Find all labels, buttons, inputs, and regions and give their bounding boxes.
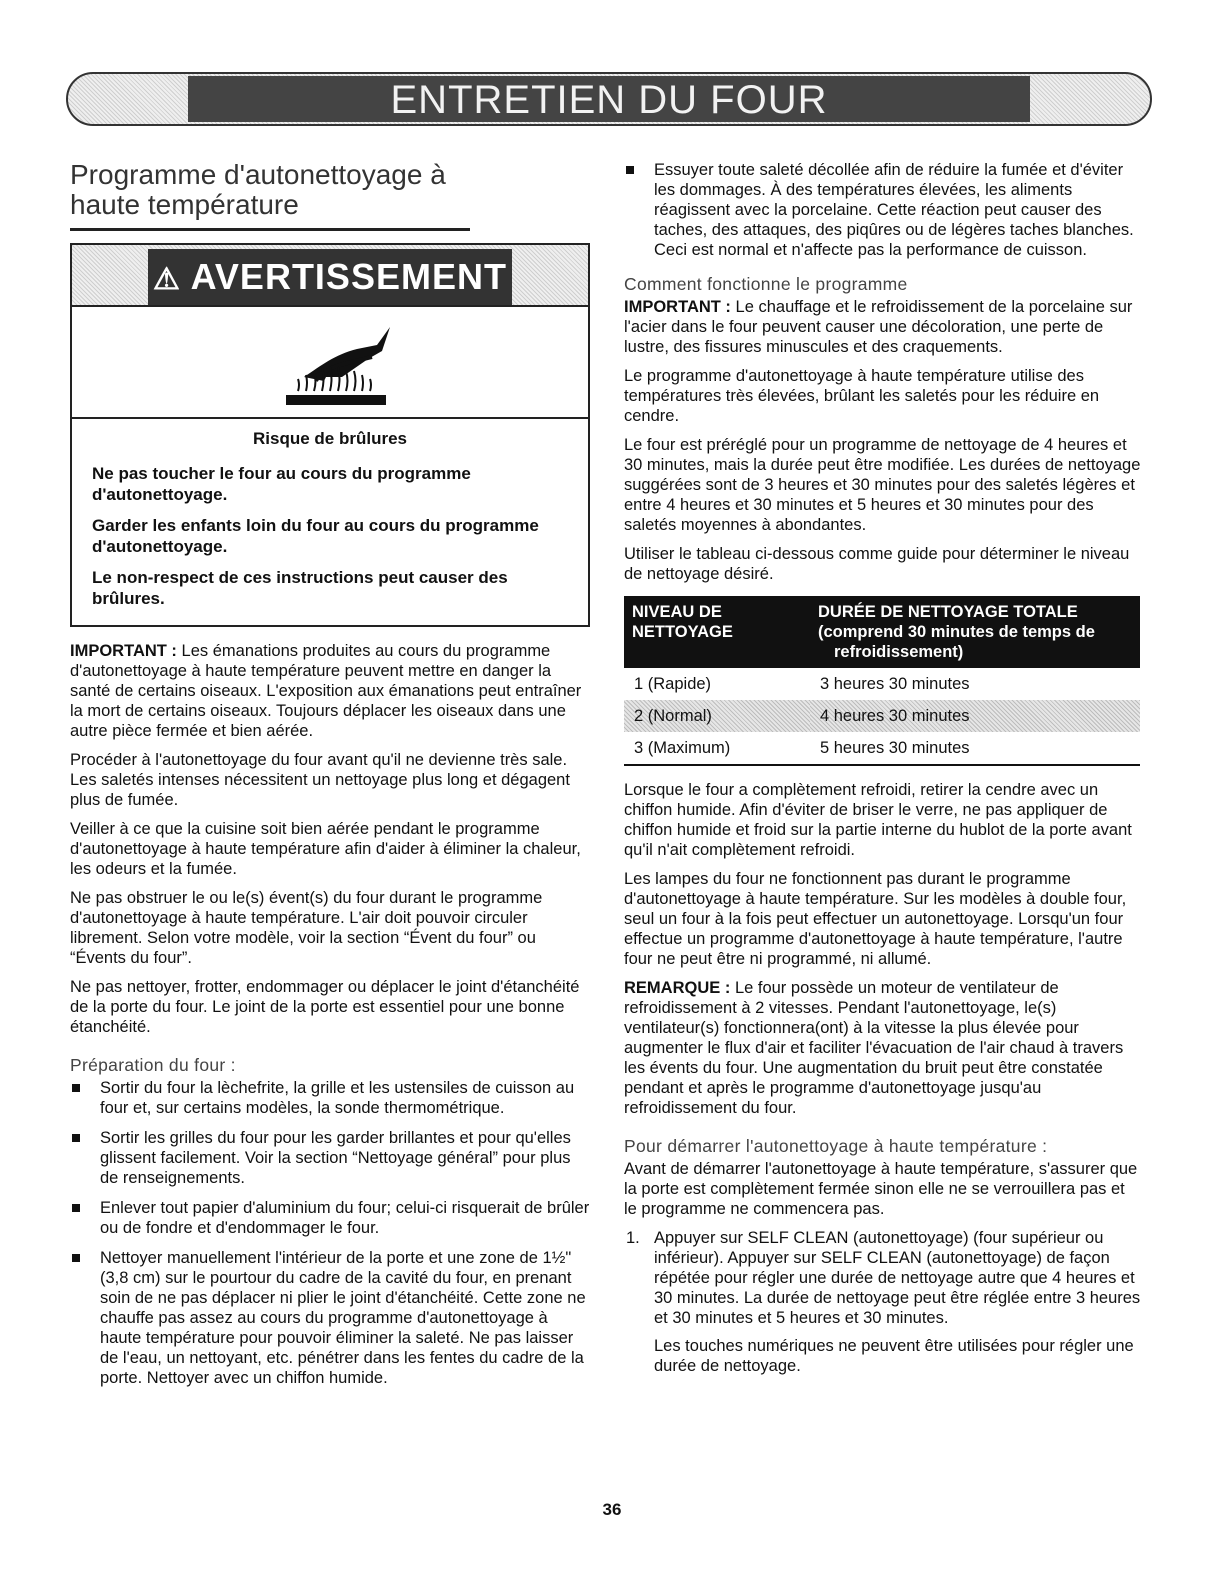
prep-list — [70, 1078, 590, 1388]
remarque-label: REMARQUE : — [624, 979, 731, 997]
list-item-text: Sortir les grilles du four pour les garder brillantes et pour qu'elles glissent facilement. Voir la section “Nettoyage général” pour plus de renseignements. — [100, 1129, 571, 1187]
table-header-duration — [810, 596, 1140, 668]
table-row — [624, 700, 1140, 732]
page-number: 36 — [602, 1500, 622, 1519]
table-row — [624, 732, 1140, 765]
bullet-icon — [626, 166, 634, 174]
important-label: IMPORTANT : — [70, 642, 177, 660]
warning-risk: Risque de brûlures — [253, 429, 407, 448]
table-cell-level: 1 (Rapide) — [634, 674, 712, 693]
title-rule — [70, 228, 470, 231]
burn-hazard-illustration — [72, 307, 588, 419]
warning-heading-text: AVERTISSEMENT — [190, 256, 507, 297]
important-text: Les émanations produites au cours du programme d'autonettoyage à haute température peuvent mettre en danger la santé de certains oiseaux. L'exposition aux émanations peut entraîner la mort de certains oiseaux. Toujours déplacer les oiseaux dans une autre pièce fermée et bien aérée. — [70, 642, 582, 740]
warning-line: Garder les enfants loin du four au cours du programme d'autonettoyage. — [92, 516, 539, 556]
section-banner — [66, 72, 1152, 126]
warning-header — [72, 245, 588, 307]
step-item — [624, 1228, 1142, 1376]
how-title: Comment fonctionne le programme — [624, 274, 908, 294]
right-column — [624, 160, 1142, 1385]
remarque-paragraph — [624, 978, 1142, 1118]
list-item — [70, 1078, 590, 1118]
step-text: Appuyer sur SELF CLEAN (autonettoyage) (four supérieur ou inférieur). Appuyer sur SELF CLEAN (autonettoyage) de façon répétée pour régler une durée de nettoyage autre que 4 heures et 30 minutes. La durée de nettoyage peut être réglée entre 3 heures et 30 minutes et 5 heures et 30 minutes. — [654, 1229, 1141, 1327]
bullet-icon — [72, 1254, 80, 1262]
paragraph: Les lampes du four ne fonctionnent pas durant le programme d'autonettoyage à haute température. Sur les modèles à double four, seul un four à la fois peut effectuer un autonettoyage. Lorsqu'un four effectue un programme d'autonettoyage à haute température, l'autre four ne peut être ni programmé, ni allumé. — [624, 870, 1127, 968]
important-label: IMPORTANT : — [624, 298, 731, 316]
left-body — [70, 641, 590, 1388]
step-note: Les touches numériques ne peuvent être utilisées pour régler une durée de nettoyage. — [654, 1337, 1134, 1375]
list-item-text: Enlever tout papier d'aluminium du four; celui-ci risquerait de brûler ou de fondre et d'endommager le four. — [100, 1199, 590, 1237]
step-number: 1. — [626, 1229, 640, 1247]
header-text: refroidissement) — [834, 643, 964, 661]
paragraph: Procéder à l'autonettoyage du four avant qu'il ne devienne très sale. Les saletés intenses nécessitent un nettoyage plus long et dégagent plus de fumée. — [70, 751, 570, 809]
section-title-line2: haute température — [70, 189, 299, 220]
header-text: NIVEAU DE — [632, 603, 722, 621]
paragraph: Lorsque le four a complètement refroidi, retirer la cendre avec un chiffon humide. Afin d'éviter de briser le verre, ne pas appliquer de chiffon humide et froid sur la partie interne du hublot de la porte avant qu'il n'ait complètement refroidi. — [624, 781, 1132, 859]
header-text: DURÉE DE NETTOYAGE TOTALE — [818, 603, 1078, 621]
list-item — [624, 160, 1142, 260]
list-item-text: Nettoyer manuellement l'intérieur de la porte et une zone de 1½" (3,8 cm) sur le pourtour du cadre de la cavité du four, en prenant soin de ne pas déplacer ni plier le joint d'étanchéité. Cette zone ne chauffe pas assez au cours du programme d'autonettoyage à haute température pour pouvoir éliminer la saleté. Ne pas laisser de l'eau, un nettoyant, etc. pénétrer dans les fentes du cadre de la porte. Nettoyer avec un chiffon humide. — [100, 1249, 586, 1387]
steps-list — [624, 1228, 1142, 1376]
bullet-icon — [72, 1084, 80, 1092]
warning-line: Le non-respect de ces instructions peut causer des brûlures. — [92, 568, 508, 608]
list-item — [70, 1128, 590, 1188]
list-item-text: Essuyer toute saleté décollée afin de réduire la fumée et d'éviter les dommages. À des températures élevées, les aliments réagissent avec la porcelaine. Cette réaction peut causer des taches, des attaques, des piqûres ou de légères taches blanches. Ceci est normal et n'affecte pas la performance de cuisson. — [654, 161, 1134, 259]
header-text: (comprend 30 minutes de temps de — [818, 623, 1095, 641]
remarque-text: Le four possède un moteur de ventilateur de refroidissement à 2 vitesses. Pendant l'autonettoyage, le(s) ventilateur(s) fonctionnera(ont) à la vitesse la plus élevée pour augmenter le flux d'air et faciliter l'évacuation de l'air chaud à travers les évents du four. Une augmentation du bruit peut être constatée pendant et après le programme d'autonettoyage jusqu'au refroidissement du four. — [624, 979, 1124, 1117]
right-bullet-list — [624, 160, 1142, 260]
warning-line: Ne pas toucher le four au cours du programme d'autonettoyage. — [92, 464, 471, 504]
cleaning-level-table — [624, 596, 1140, 766]
important-paragraph — [70, 641, 590, 741]
warning-box — [70, 243, 590, 627]
left-column — [70, 160, 590, 1398]
table-cell-level: 2 (Normal) — [624, 700, 810, 732]
section-title-line1: Programme d'autonettoyage à — [70, 159, 446, 190]
prep-title: Préparation du four : — [70, 1055, 236, 1075]
important-text: Le chauffage et le refroidissement de la porcelaine sur l'acier dans le four peuvent causer une décoloration, une perte de lustre, des fissures minuscules et des craquements. — [624, 298, 1133, 356]
table-row — [624, 668, 1140, 700]
table-cell-duration: 4 heures 30 minutes — [810, 700, 1140, 732]
header-text: NETTOYAGE — [632, 623, 733, 641]
paragraph: Le programme d'autonettoyage à haute température utilise des températures très élevées, brûlant les saletés pour les réduire en cendre. — [624, 367, 1100, 425]
important-paragraph — [624, 297, 1142, 357]
paragraph: Ne pas obstruer le ou le(s) évent(s) du four durant le programme d'autonettoyage à haute température. L'air doit pouvoir circuler librement. Selon votre modèle, voir la section “Évent du four” ou “Évents du four”. — [70, 889, 543, 967]
table-cell-duration: 5 heures 30 minutes — [810, 732, 1140, 765]
list-item — [70, 1248, 590, 1388]
table-cell-level: 3 (Maximum) — [624, 732, 810, 765]
paragraph: Ne pas nettoyer, frotter, endommager ou déplacer le joint d'étanchéité de la porte du four. Le joint de la porte est essentiel pour une bonne étanchéité. — [70, 978, 580, 1036]
paragraph: Le four est préréglé pour un programme de nettoyage de 4 heures et 30 minutes, mais la durée peut être modifiée. Les durées de nettoyage suggérées sont de 3 heures et 30 minutes pour des saletés légères et entre 4 heures et 30 minutes et 5 heures et 30 minutes pour des saletés moyennes à abondantes. — [624, 436, 1141, 534]
warning-body — [72, 419, 588, 625]
section-title — [70, 160, 590, 220]
list-item-text: Sortir du four la lèchefrite, la grille et les ustensiles de cuisson au four et, sur certains modèles, la sonde thermométrique. — [100, 1079, 575, 1117]
bullet-icon — [72, 1134, 80, 1142]
table-cell-duration: 3 heures 30 minutes — [820, 674, 970, 693]
bullet-icon — [72, 1204, 80, 1212]
warning-heading — [148, 249, 512, 305]
warning-triangle-icon: ⚠ — [153, 263, 181, 296]
table-header-level — [624, 596, 810, 668]
paragraph: Veiller à ce que la cuisine soit bien aérée pendant le programme d'autonettoyage à haute température afin d'aider à éliminer la chaleur, les odeurs et la fumée. — [70, 820, 581, 878]
paragraph: Avant de démarrer l'autonettoyage à haute température, s'assurer que la porte est complètement fermée sinon elle ne se verrouillera pas et le programme ne commencera pas. — [624, 1160, 1138, 1218]
list-item — [70, 1198, 590, 1238]
table-header-row — [624, 596, 1140, 668]
hot-surface-hand-icon — [72, 307, 588, 417]
paragraph: Utiliser le tableau ci-dessous comme guide pour déterminer le niveau de nettoyage désiré. — [624, 545, 1130, 583]
banner-title: ENTRETIEN DU FOUR — [188, 76, 1030, 122]
start-title: Pour démarrer l'autonettoyage à haute température : — [624, 1136, 1048, 1156]
